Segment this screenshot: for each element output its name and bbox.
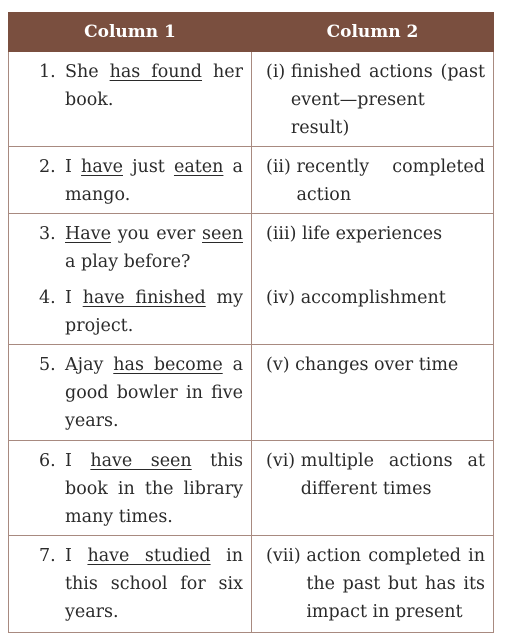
- table-row: [9, 536, 494, 633]
- example-sentence: I have seen this book in the library many times.: [65, 451, 243, 527]
- roman-numeral: (i): [266, 62, 286, 82]
- tense-usage-table-part-1: [8, 12, 494, 280]
- table-row: [9, 147, 494, 214]
- usage-meaning: life experiences: [302, 224, 443, 244]
- usage-meaning: recently completed action: [296, 157, 485, 205]
- usage-meaning: multiple actions at different times: [300, 451, 485, 499]
- tense-usage-table-part-2: [8, 278, 494, 633]
- row-number: 1.: [39, 62, 56, 82]
- usage-meaning: action completed in the past but has its impact in present: [306, 546, 485, 622]
- example-sentence: Ajay has become a good bowler in five years.: [65, 355, 243, 431]
- roman-numeral: (iv): [266, 288, 296, 308]
- column-1-header: Column 1: [9, 13, 252, 52]
- table-row: [9, 214, 494, 281]
- roman-numeral: (iii): [266, 224, 297, 244]
- example-sentence: I have studied in this school for six years.: [65, 546, 243, 622]
- table-row: [9, 278, 494, 345]
- row-number: 7.: [39, 546, 56, 566]
- example-sentence: I have just eaten a mango.: [65, 157, 243, 205]
- row-number: 3.: [39, 224, 56, 244]
- roman-numeral: (vi): [266, 451, 296, 471]
- table-header-row: [9, 13, 494, 52]
- roman-numeral: (ii): [266, 157, 291, 177]
- example-sentence: I have finished my project.: [65, 288, 243, 336]
- usage-meaning: changes over time: [295, 355, 459, 375]
- row-number: 5.: [39, 355, 56, 375]
- usage-meaning: finished actions (past event—present result): [290, 62, 485, 138]
- example-sentence: Have you ever seen a play before?: [65, 224, 243, 272]
- example-sentence: She has found her book.: [65, 62, 243, 110]
- table-row: [9, 441, 494, 536]
- usage-meaning: accomplishment: [300, 288, 446, 308]
- roman-numeral: (vii): [266, 546, 301, 566]
- row-number: 2.: [39, 157, 56, 177]
- table-row: [9, 345, 494, 441]
- row-number: 6.: [39, 451, 56, 471]
- row-number: 4.: [39, 288, 56, 308]
- table-row: [9, 52, 494, 147]
- column-2-header: Column 2: [252, 13, 494, 52]
- roman-numeral: (v): [266, 355, 290, 375]
